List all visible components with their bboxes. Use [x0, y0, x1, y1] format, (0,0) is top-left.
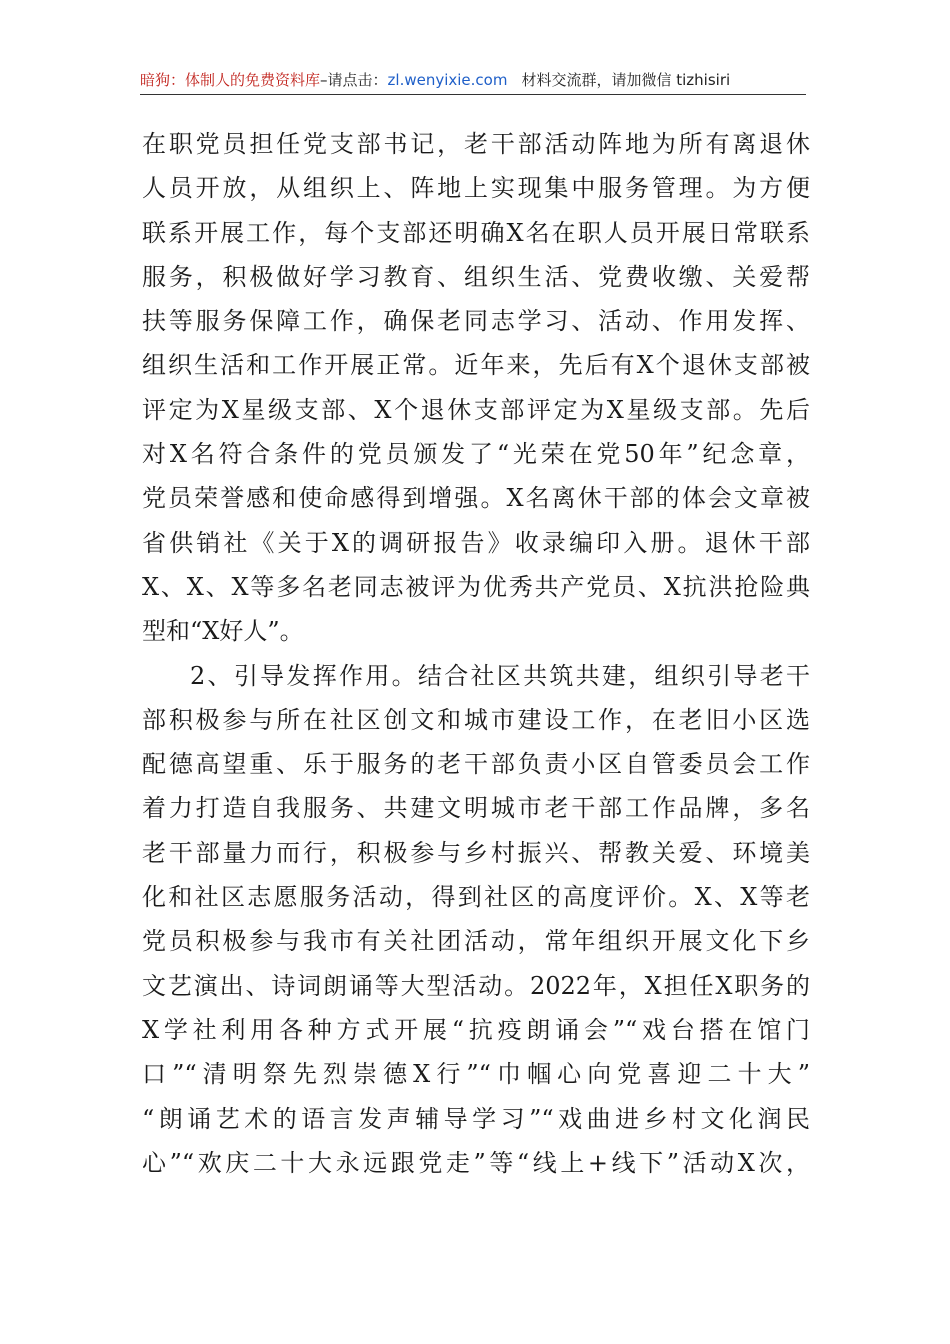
text-line: X、X、X等多名老同志被评为优秀共产党员、X抗洪抢险典 — [142, 572, 810, 601]
text-line: 省供销社《关于X的调研报告》收录编印入册。退休干部 — [142, 528, 810, 557]
header-brand: 暗狗：体制人的免费资料库 — [140, 71, 321, 89]
header-wechat-note: 材料交流群，请加微信 tizhisiri — [521, 71, 731, 89]
text-line: 党员荣誉感和使命感得到增强。X名离休干部的体会文章被 — [142, 484, 810, 513]
text-line: 配德高望重、乐于服务的老干部负责小区自管委员会工作 — [142, 750, 810, 779]
header-separator: –请点击： — [320, 71, 388, 89]
text-line: 着力打造自我服务、共建文明城市老干部工作品牌，多名 — [142, 794, 810, 823]
text-line: 化和社区志愿服务活动，得到社区的高度评价。X、X等老 — [142, 883, 810, 912]
text-line: 对X名符合条件的党员颁发了“光荣在党50年”纪念章， — [142, 440, 810, 469]
text-line: 老干部量力而行，积极参与乡村振兴、帮教关爱、环境美 — [142, 838, 810, 867]
page-header — [140, 66, 806, 95]
text-line: 党员积极参与我市有关社团活动，常年组织开展文化下乡 — [142, 927, 810, 956]
paragraph-1 — [142, 122, 810, 654]
text-line: 服务，积极做好学习教育、组织生活、党费收缴、关爱帮 — [142, 262, 810, 291]
text-line: 联系开展工作，每个支部还明确X名在职人员开展日常联系 — [142, 218, 810, 247]
text-line: 人员开放，从组织上、阵地上实现集中服务管理。为方便 — [142, 174, 810, 203]
header-url-link[interactable]: zl.wenyixie.com — [387, 71, 508, 89]
text-line: 心”“欢庆二十大永远跟党走”等“线上+线下”活动X次， — [142, 1148, 810, 1177]
paragraph-2 — [142, 654, 810, 1186]
text-line: 2、引导发挥作用。结合社区共筑共建，组织引导老干 — [190, 661, 810, 690]
text-line: 评定为X星级支部、X个退休支部评定为X星级支部。先后 — [142, 395, 810, 424]
text-line: 组织生活和工作开展正常。近年来，先后有X个退休支部被 — [142, 351, 810, 380]
text-line: 部积极参与所在社区创文和城市建设工作，在老旧小区选 — [142, 705, 810, 734]
text-line: 在职党员担任党支部书记，老干部活动阵地为所有离退休 — [142, 130, 810, 158]
document-body — [142, 122, 810, 1185]
text-line: 扶等服务保障工作，确保老同志学习、活动、作用发挥、 — [142, 307, 810, 336]
text-line: “朗诵艺术的语言发声辅导学习”“戏曲进乡村文化润民 — [142, 1104, 810, 1133]
text-line: 型和“X好人”。 — [142, 617, 304, 646]
text-line: 文艺演出、诗词朗诵等大型活动。2022年，X担任X职务的 — [142, 971, 810, 1000]
text-line: X学社利用各种方式开展“抗疫朗诵会”“戏台搭在馆门 — [142, 1015, 810, 1044]
text-line: 口”“清明祭先烈崇德X行”“巾帼心向党喜迎二十大” — [142, 1060, 810, 1089]
